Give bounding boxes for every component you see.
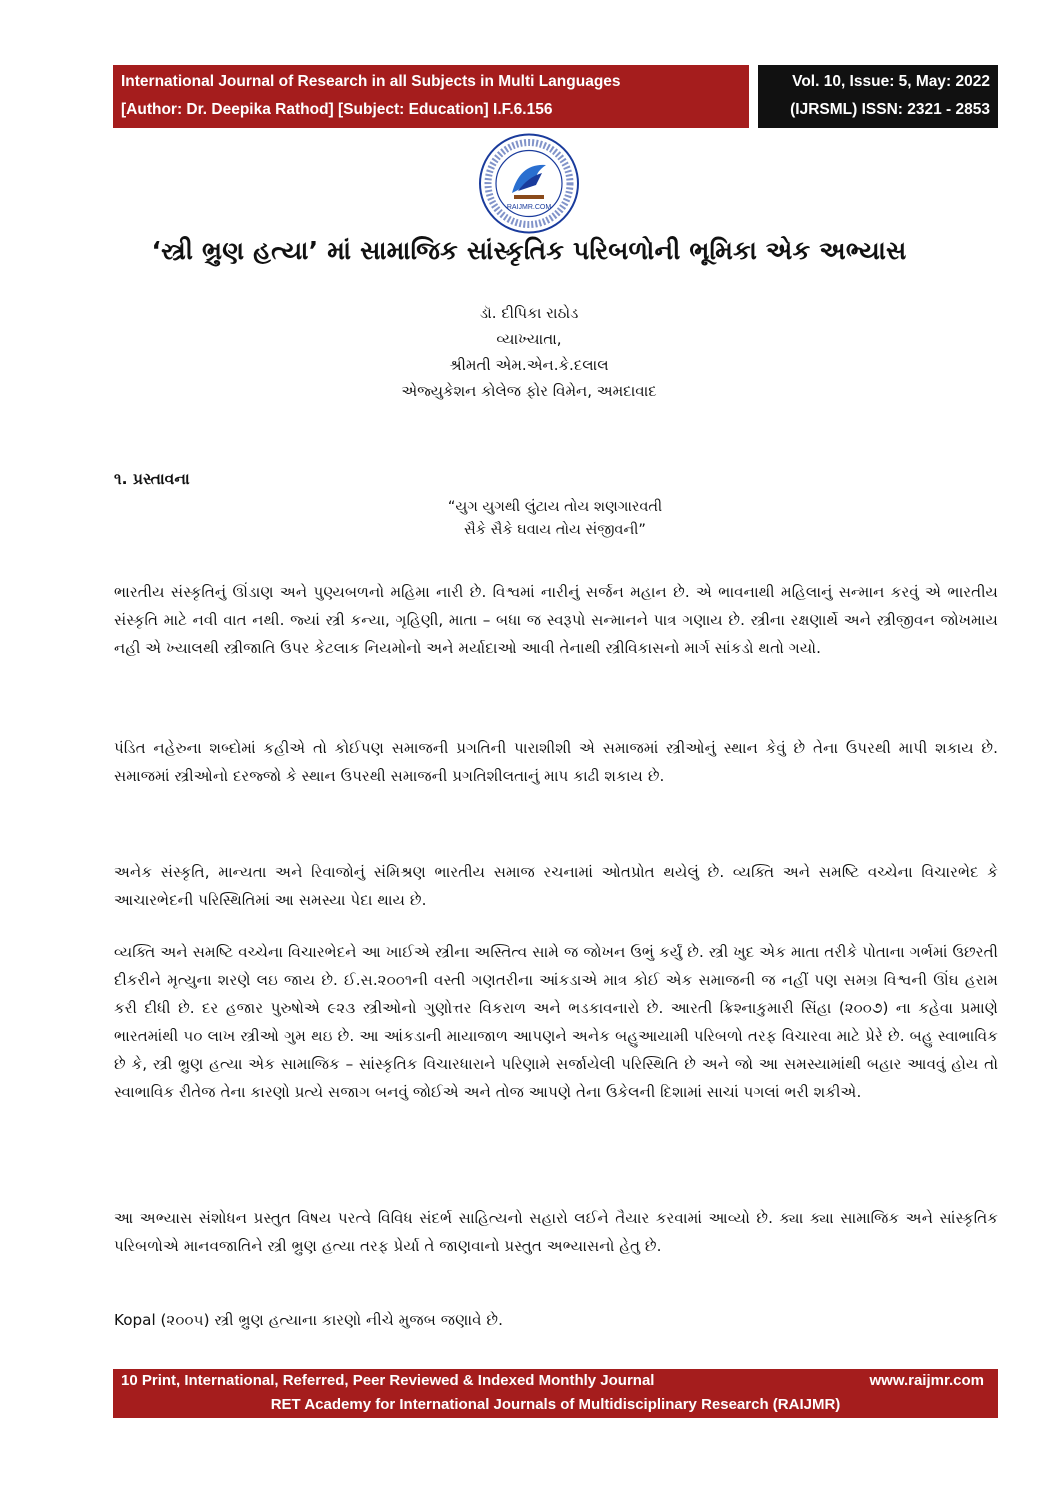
issue-info-block [758, 65, 998, 128]
paragraph-5: આ અભ્યાસ સંશોધન પ્રસ્તુત વિષય પરત્વે વિવિધ સંદર્ભ સાહિત્યનો સહારો લઈને તૈયાર કરવામાં આવ્યો છે. ક્યા ક્યા સામાજિક અને સાંસ્કૃતિક પરિબળોએ માનવજાતિને સ્ત્રી ભ્રુણ હત્યા તરફ પ્રેર્યા તે જાણવાનો પ્રસ્તુત અભ્યાસનો હેતુ છે. [114, 1209, 998, 1255]
footer-publisher: RET Academy for International Journals of Multidisciplinary Research (RAIJMR) [270, 1396, 841, 1413]
quote-line-2: સૈકે સૈકે ઘવાય તોય સંજીવની” [464, 522, 646, 538]
journal-footer [113, 1369, 998, 1418]
author-role: વ્યાખ્યાતા, [496, 330, 562, 348]
paragraph-1: ભારતીય સંસ્કૃતિનું ઊંડાણ અને પુણ્યબળનો મહિમા નારી છે. વિશ્વમાં નારીનું સર્જન મહાન છે. એ ભાવનાથી મહિલાનું સન્માન કરવું એ ભારતીય સંસ્કૃતિ માટે નવી વાત નથી. જ્યાં સ્ત્રી કન્યા, ગૃહિણી, માતા – બધા જ સ્વરૂપો સન્માનને પાત્ર ગણાય છે. સ્ત્રીના રક્ષણાર્થે અને સ્ત્રીજીવન જોખમાય નહી એ ખ્યાલથી સ્ત્રીજાતિ ઉપર કેટલાક નિયમોનો અને મર્યાદાઓ આવી તેનાથી સ્ત્રીવિકાસનો માર્ગ સાંકડો થતો ગયો. [114, 583, 998, 657]
paragraph-6: Kopal (૨૦૦૫) સ્ત્રી ભ્રુણ હત્યાના કારણો નીચે મુજબ જણાવે છે. [114, 1311, 503, 1329]
author-institution-2: એજ્યુકેશન કોલેજ ફોર વિમેન, અમદાવાદ [401, 382, 657, 400]
volume-issue: Vol. 10, Issue: 5, May: 2022 [792, 73, 990, 90]
quote-line-1: “યુગ યુગથી લુંટાય તોય શણગારવતી [447, 499, 663, 515]
logo-emblem-icon [462, 133, 596, 234]
epigraph-quote [390, 496, 720, 542]
author-institution-1: શ્રીમતી એમ.એન.કે.દલાલ [449, 356, 609, 374]
paragraph-2: પંડિત નહેરુના શબ્દોમાં કહીએ તો કોઈપણ સમાજની પ્રગતિની પારાશીશી એ સમાજમાં સ્ત્રીઓનું સ્થાન કેવું છે તેના ઉપરથી માપી શકાય છે. સમાજમાં સ્ત્રીઓનો દરજ્જો કે સ્થાન ઉપરથી સમાજની પ્રગતિશીલતાનું માપ કાઢી શકાય છે. [114, 739, 998, 785]
section-heading: ૧. પ્રસ્તાવના [114, 470, 190, 488]
paragraph-3: અનેક સંસ્કૃતિ, માન્યતા અને રિવાજોનું સંમિશ્રણ ભારતીય સમાજ રચનામાં ઓતપ્રોત થયેલું છે. વ્યક્તિ અને સમષ્ટિ વચ્ચેના વિચારભેદ કે આચારભેદની પરિસ્થિતિમાં આ સમસ્યા પેદા થાય છે. [114, 863, 998, 909]
author-block [0, 300, 1058, 404]
footer-page-and-journal-type: 10 Print, International, Referred, Peer Reviewed & Indexed Monthly Journal [121, 1372, 655, 1389]
author-subject-line: [Author: Dr. Deepika Rathod] [Subject: Education] I.F.6.156 [121, 101, 553, 118]
paper-title: ‘સ્ત્રી ભ્રુણ હત્યા’ માં સામાજિક સાંસ્કૃતિક પરિબળોની ભૂમિકા એક અભ્યાસ [151, 236, 907, 265]
paragraph-4: વ્યક્તિ અને સમષ્ટિ વચ્ચેના વિચારભેદને આ ખાઈએ સ્ત્રીના અસ્તિત્વ સામે જ જોખન ઉભું કર્યું છે. સ્ત્રી ખુદ એક માતા તરીકે પોતાના ગર્ભમાં ઉછરતી દીકરીને મૃત્યુના શરણે લઇ જાય છે. ઈ.સ.૨૦૦૧ની વસ્તી ગણતરીના આંકડાએ માત્ર કોઈ એક સમાજની જ નહીં પણ સમગ્ર વિશ્વની ઊંઘ હરામ કરી દીધી છે. દર હજાર પુરુષોએ ૯૨૩ સ્ત્રીઓનો ગુણોત્તર વિકરાળ અને ભડકાવનારો છે. આરતી ક્રિશ્નાકુમારી સિંહા (૨૦૦૭) ના કહેવા પ્રમાણે ભારતમાંથી ૫૦ લાખ સ્ત્રીઓ ગુમ થઇ છે. આ આંકડાની માયાજાળ આપણને અનેક બહુઆયામી પરિબળો તરફ વિચારવા માટે પ્રેરે છે. બહુ સ્વાભાવિક છે કે, સ્ત્રી ભ્રુણ હત્યા એક સામાજિક – સાંસ્કૃતિક વિચારધારાને પરિણામે સર્જાયેલી પરિસ્થિતિ છે અને જો આ સમસ્યામાંથી બહાર આવવું હોય તો સ્વાભાવિક રીતેજ તેના કારણો પ્રત્યે સજાગ બનવું જોઈએ અને તોજ આપણે તેના ઉકેલની દિશામાં સાચાં પગલાં ભરી શકીએ. [114, 943, 998, 1101]
footer-website-link[interactable]: www.raijmr.com [869, 1372, 984, 1389]
issn: (IJRSML) ISSN: 2321 - 2853 [790, 101, 990, 118]
journal-header [113, 65, 998, 128]
raijmr-logo [462, 133, 596, 234]
journal-name: International Journal of Research in all Subjects in Multi Languages [121, 73, 621, 90]
author-name: ડૉ. દીપિકા રાઠોડ [479, 304, 579, 322]
journal-info-block [113, 65, 749, 128]
logo-text: RAIJMR.COM [506, 204, 552, 211]
